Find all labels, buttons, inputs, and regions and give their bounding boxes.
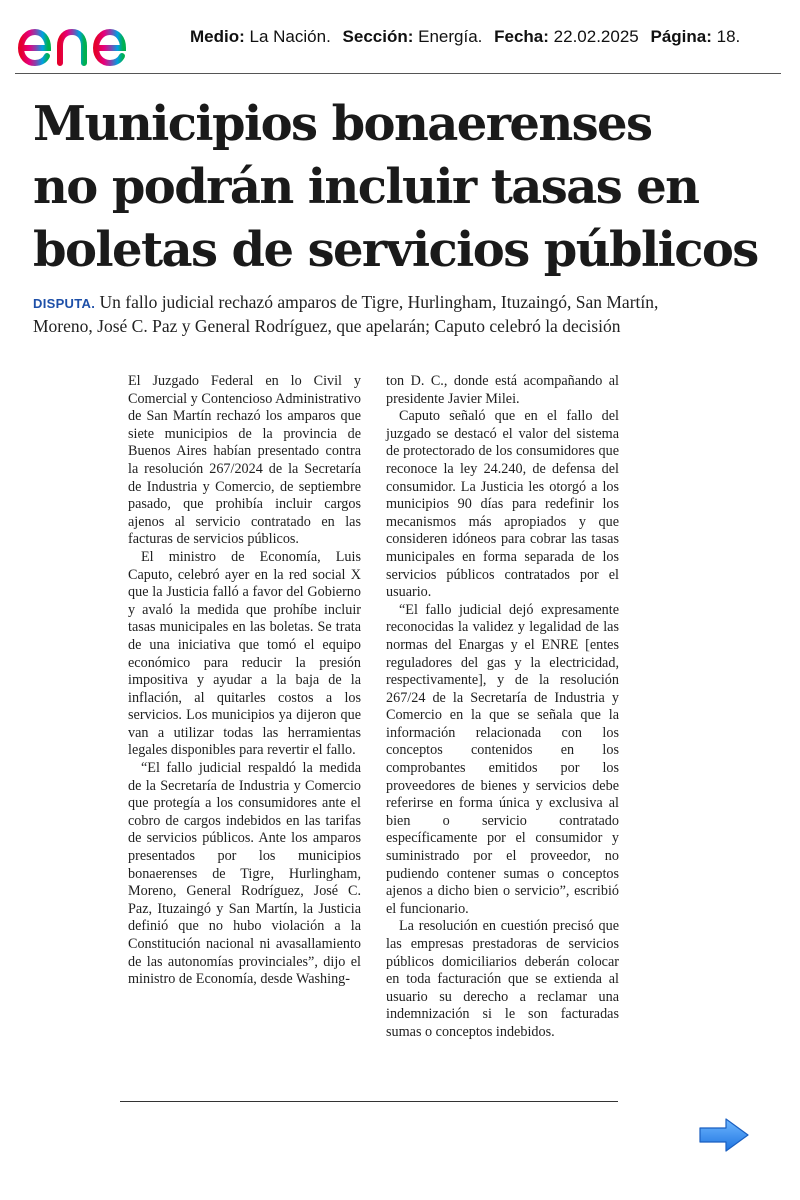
enel-logo <box>15 10 170 68</box>
article-column-left <box>128 373 361 989</box>
fecha-label: Fecha: <box>494 27 549 46</box>
arrow-right-icon[interactable] <box>698 1117 750 1153</box>
article-paragraph: “El fallo judicial dejó expresamente reconocidas la validez y legalidad de las normas del Enargas y el ENRE [entes reguladores del gas y la electricidad, respectivamente], y de la resolución 267/24 de la Secretaría de Industria y Comercio en la que se señala que la información relacionada con los conceptos contenidos en los comprobantes emitidos por los proveedores de bienes y servicios debe referirse en forma única y exclusiva al bien o servicio contratado específicamente por el consumidor y suministrado por el proveedor, no pudiendo contener sumas o conceptos ajenos a dicho bien o servicio”, escribió el funcionario. <box>386 601 619 917</box>
article-headline <box>33 93 783 282</box>
headline-line: Municipios bonaerenses <box>33 96 652 152</box>
deck-line <box>33 291 778 315</box>
medio-value: La Nación. <box>249 27 331 46</box>
article-paragraph: La resolución en cuestión precisó que las empresas prestadoras de servicios públicos domiciliarios deberán colocar en toda facturación que se extienda al usuario su derecho a reclamar una indemnización si le son facturadas sumas o conceptos indebidos. <box>386 918 619 1040</box>
headline-line: boletas de servicios públicos <box>33 222 758 278</box>
clipping-metadata <box>190 27 740 47</box>
headline-line: no podrán incluir tasas en <box>33 159 699 215</box>
pagina-value: 18. <box>716 27 741 46</box>
pagina-label: Página: <box>650 27 712 46</box>
seccion-value: Energía. <box>418 27 483 46</box>
article-paragraph: “El fallo judicial respaldó la medida de la Secretaría de Industria y Comercio que protegía a los consumidores ante el cobro de cargos indebidos en las tarifas de servicios públicos. Ante los amparos presentados por los municipios bonaerenses de Tigre, Hurlingham, Moreno, General Rodríguez, José C. Paz, Ituzaingó y San Martín, la Justicia definió que no hubo violación a la Constitución nacional ni avasallamiento de las autonomías provinciales”, dijo el ministro de Economía, desde Washing- <box>128 760 361 988</box>
seccion-label: Sección: <box>342 27 414 46</box>
deck-kicker: DISPUTA. <box>33 296 96 311</box>
article-column-right <box>386 373 619 1042</box>
article-end-divider <box>120 1101 618 1102</box>
header-divider <box>15 73 781 74</box>
article-paragraph: El Juzgado Federal en lo Civil y Comercial y Contencioso Administrativo de San Martín rechazó los amparos que siete municipios de la provincia de Buenos Aires habían presentado contra la resolución 267/2024 de la Secretaría de Industria y Comercio, de septiembre pasado, que prohibía incluir cargos ajenos al servicio contratado en las facturas de servicios públicos. <box>128 373 361 548</box>
article-paragraph: ton D. C., donde está acompañando al presidente Javier Milei. <box>386 373 619 407</box>
fecha-value: 22.02.2025 <box>553 27 639 46</box>
medio-label: Medio: <box>190 27 245 46</box>
article-deck <box>33 291 778 338</box>
article-paragraph: El ministro de Economía, Luis Caputo, celebró ayer en la red social X que la Justicia falló a favor del Gobierno y avaló la medida que prohíbe incluir tasas municipales en las boletas. Se trata de una iniciativa que tomó el equipo económico para reducir la presión impositiva y ayudar a la baja de la inflación, al quitarles costos a los servicios. Los municipios ya dijeron que van a utilizar todas las herramientas legales disponibles para revertir el fallo. <box>128 548 361 759</box>
article-paragraph: Caputo señaló que en el fallo del juzgado se destacó el valor del sistema de protectorado de los consumidores que reconoce la ley 24.240, de defensa del consumidor. La Justicia les otorgó a los municipios 90 días para redefinir los mecanismos más apropiados y que consideren idóneos para cobrar las tasas municipales en forma separada de los servicios públicos contratados por el usuario. <box>386 408 619 601</box>
deck-text: Un fallo judicial rechazó amparos de Tigre, Hurlingham, Ituzaingó, San Martín, <box>99 292 659 312</box>
deck-line: Moreno, José C. Paz y General Rodríguez, que apelarán; Caputo celebró la decisión <box>33 316 621 336</box>
